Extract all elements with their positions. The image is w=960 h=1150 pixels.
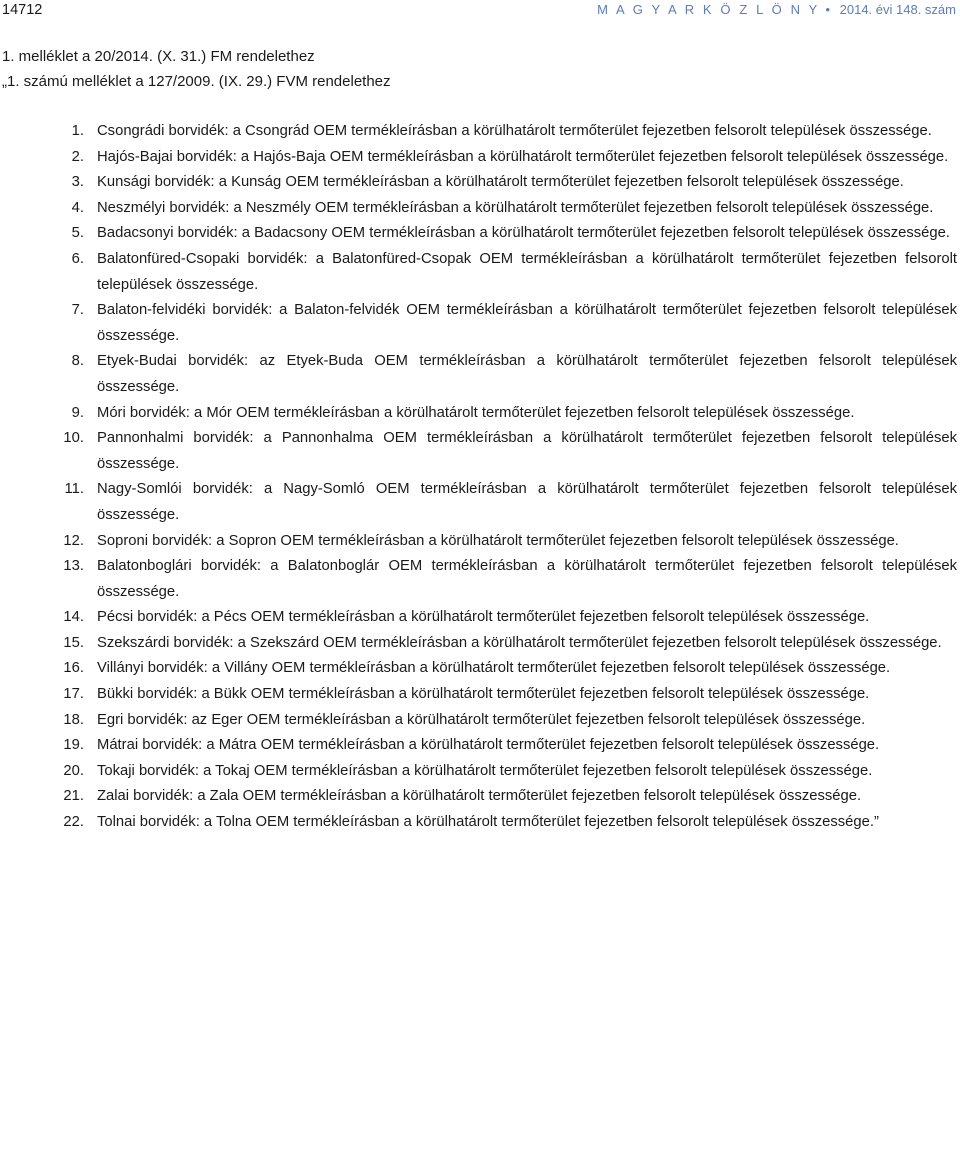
list-item bbox=[0, 733, 957, 759]
list-item-number: 14. bbox=[63, 609, 84, 626]
list-item-text: Tolnai borvidék: a Tolna OEM termékleírásban a körülhatárolt termőterület fejezetben felsorolt települések összessége.” bbox=[97, 814, 879, 831]
list-item-text: Balatonboglári borvidék: a Balatonboglár OEM termékleírásban a körülhatárolt termőterület fejezetben felsorolt települések összessége. bbox=[97, 558, 957, 600]
list-item-text: Soproni borvidék: a Sopron OEM termékleírásban a körülhatárolt termőterület fejezetben felsorolt települések összessége. bbox=[97, 532, 899, 549]
list-item-number: 1. bbox=[71, 123, 84, 139]
journal-issue: 2014. évi 148. szám bbox=[839, 2, 956, 17]
list-item-number: 18. bbox=[63, 711, 84, 728]
list-item-text: Kunsági borvidék: a Kunság OEM termékleírásban a körülhatárolt termőterület fejezetben felsorolt települések összessége. bbox=[97, 174, 904, 191]
annex-titles bbox=[2, 44, 391, 94]
list-item-number: 19. bbox=[63, 737, 84, 754]
list-item bbox=[0, 170, 957, 196]
list-item bbox=[0, 119, 957, 145]
list-item-number: 3. bbox=[71, 174, 84, 191]
list-item bbox=[0, 298, 957, 349]
list-item bbox=[0, 784, 957, 810]
list-item-number: 5. bbox=[71, 225, 84, 242]
list-item-number: 22. bbox=[63, 814, 84, 831]
list-item-number: 15. bbox=[63, 634, 84, 651]
list-item-text: Mátrai borvidék: a Mátra OEM termékleírásban a körülhatárolt termőterület fejezetben felsorolt települések összessége. bbox=[97, 737, 880, 754]
list-item-text: Villányi borvidék: a Villány OEM termékleírásban a körülhatárolt termőterület fejezetben felsorolt települések összessége. bbox=[97, 660, 891, 677]
bullet-separator: • bbox=[825, 2, 831, 17]
journal-info bbox=[597, 2, 956, 17]
list-item-number: 6. bbox=[71, 250, 84, 267]
list-item-text: Egri borvidék: az Eger OEM termékleírásban a körülhatárolt termőterület fejezetben felsorolt települések összessége. bbox=[97, 711, 866, 728]
list-item-text: Nagy-Somlói borvidék: a Nagy-Somló OEM termékleírásban a körülhatárolt termőterület fejezetben felsorolt települések összessége. bbox=[97, 481, 957, 523]
list-item bbox=[0, 196, 957, 222]
list-item bbox=[0, 401, 957, 427]
list-item-text: Balaton-felvidéki borvidék: a Balaton-felvidék OEM termékleírásban a körülhatárolt termőterület fejezetben felsorolt települések összessége. bbox=[97, 302, 957, 344]
list-item-text: Hajós-Bajai borvidék: a Hajós-Baja OEM termékleírásban a körülhatárolt termőterület fejezetben felsorolt települések összessége. bbox=[97, 148, 949, 165]
annex-subtitle: „1. számú melléklet a 127/2009. (IX. 29.) FVM rendelethez bbox=[2, 73, 391, 90]
list-item-number: 4. bbox=[71, 199, 84, 216]
list-item-text: Neszmélyi borvidék: a Neszmély OEM termékleírásban a körülhatárolt termőterület fejezetben felsorolt települések összessége. bbox=[97, 199, 934, 216]
list-item-number: 2. bbox=[71, 148, 84, 165]
list-item-number: 8. bbox=[71, 353, 84, 370]
list-item bbox=[0, 605, 957, 631]
list-item-number: 20. bbox=[63, 762, 84, 779]
list-item-number: 13. bbox=[63, 558, 84, 575]
list-item bbox=[0, 426, 957, 477]
list-item-number: 21. bbox=[63, 788, 84, 805]
wine-region-list bbox=[0, 119, 957, 836]
list-item bbox=[0, 631, 957, 657]
list-item bbox=[0, 349, 957, 400]
list-item-text: Móri borvidék: a Mór OEM termékleírásban a körülhatárolt termőterület fejezetben felsorolt települések összessége. bbox=[97, 404, 855, 421]
list-item-text: Etyek-Budai borvidék: az Etyek-Buda OEM termékleírásban a körülhatárolt termőterület fejezetben felsorolt települések összessége. bbox=[97, 353, 957, 395]
list-item-number: 17. bbox=[63, 686, 84, 703]
list-item-number: 9. bbox=[71, 404, 84, 421]
page-number: 14712 bbox=[2, 2, 43, 18]
list-item-number: 11. bbox=[64, 481, 84, 498]
list-item-text: Bükki borvidék: a Bükk OEM termékleírásban a körülhatárolt termőterület fejezetben felsorolt települések összessége. bbox=[97, 686, 870, 703]
list-item-text: Pécsi borvidék: a Pécs OEM termékleírásban a körülhatárolt termőterület fejezetben felsorolt települések összessége. bbox=[97, 609, 870, 626]
list-item-number: 16. bbox=[63, 660, 84, 677]
list-item-number: 7. bbox=[71, 302, 84, 319]
list-item bbox=[0, 682, 957, 708]
list-item-number: 10. bbox=[63, 430, 84, 447]
list-item bbox=[0, 145, 957, 171]
list-item bbox=[0, 759, 957, 785]
journal-name: M A G Y A R K Ö Z L Ö N Y bbox=[597, 2, 820, 17]
list-item bbox=[0, 477, 957, 528]
list-item bbox=[0, 810, 957, 836]
list-item bbox=[0, 247, 957, 298]
list-item bbox=[0, 656, 957, 682]
list-item bbox=[0, 221, 957, 247]
list-item-text: Pannonhalmi borvidék: a Pannonhalma OEM termékleírásban a körülhatárolt termőterület fejezetben felsorolt települések összessége. bbox=[97, 430, 957, 472]
list-item bbox=[0, 529, 957, 555]
list-item-text: Badacsonyi borvidék: a Badacsony OEM termékleírásban a körülhatárolt termőterület fejezetben felsorolt települések összessége. bbox=[97, 225, 950, 242]
annex-title: 1. melléklet a 20/2014. (X. 31.) FM rendelethez bbox=[2, 48, 315, 65]
list-item-text: Balatonfüred-Csopaki borvidék: a Balatonfüred-Csopak OEM termékleírásban a körülhatárolt termőterület fejezetben felsorolt települések összessége. bbox=[97, 250, 957, 293]
list-item-text: Tokaji borvidék: a Tokaj OEM termékleírásban a körülhatárolt termőterület fejezetben felsorolt települések összessége. bbox=[97, 762, 873, 779]
list-item-text: Csongrádi borvidék: a Csongrád OEM termékleírásban a körülhatárolt termőterület fejezetben felsorolt települések összessége. bbox=[97, 123, 932, 139]
list-item bbox=[0, 554, 957, 605]
list-item-text: Szekszárdi borvidék: a Szekszárd OEM termékleírásban a körülhatárolt termőterület fejezetben felsorolt települések összessége. bbox=[97, 634, 942, 651]
page-header bbox=[2, 2, 956, 22]
list-item bbox=[0, 708, 957, 734]
list-item-number: 12. bbox=[63, 532, 84, 549]
list-item-text: Zalai borvidék: a Zala OEM termékleírásban a körülhatárolt termőterület fejezetben felsorolt települések összessége. bbox=[97, 788, 862, 805]
